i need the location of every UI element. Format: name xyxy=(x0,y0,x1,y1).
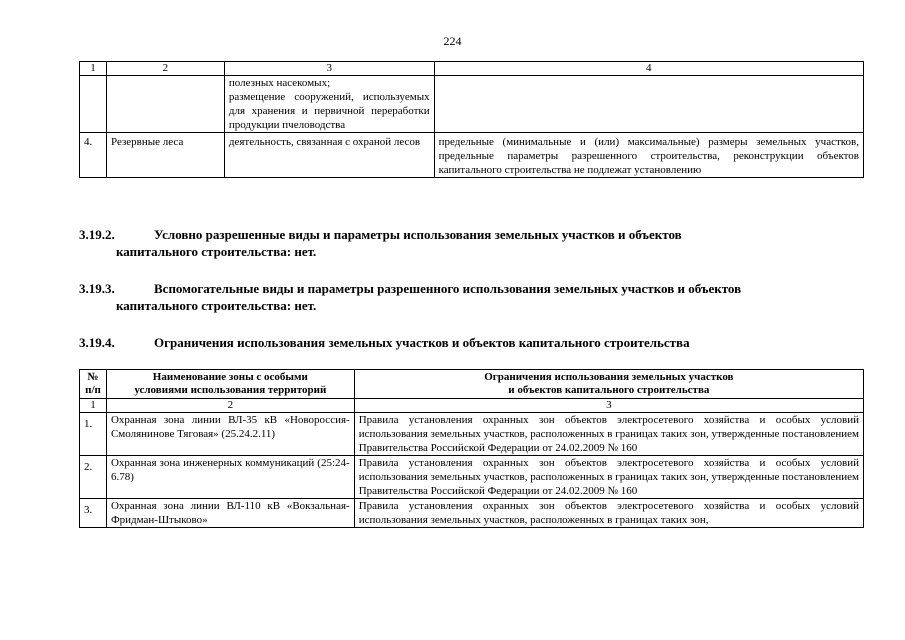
activity-cell xyxy=(224,133,434,178)
header-text: и объектов капитального строительства xyxy=(508,384,710,396)
table-row xyxy=(80,499,864,528)
row-number: 4. xyxy=(80,133,107,178)
column-number: 3 xyxy=(224,62,434,76)
forest-type xyxy=(106,76,224,133)
column-number: 1 xyxy=(80,62,107,76)
table-row xyxy=(80,133,864,178)
zone-restrictions-table xyxy=(79,369,864,528)
header-text: п/п xyxy=(85,384,101,396)
column-number: 2 xyxy=(106,62,224,76)
section-title: Условно разрешенные виды и параметры использования земельных участков и объектов xyxy=(154,227,682,242)
permitted-uses-table xyxy=(79,61,864,178)
section-number: 3.19.4. xyxy=(79,335,115,350)
activity-text: размещение сооружений, используемых для хранения и первичной переработки продукции пчеловодства xyxy=(228,91,430,131)
header-text: Ограничения использования земельных участков xyxy=(484,371,734,383)
zone-name: Охранная зона инженерных коммуникаций (25:24-6.78) xyxy=(106,456,354,499)
restriction-text: Правила установления охранных зон объектов электросетевого хозяйства и особых условий использования земельных участков, расположенных в границах таких зон, утвержденные постановлением Правительства Российской Федерации от 24.02.2009 № 160 xyxy=(354,413,863,456)
params-cell: предельные (минимальные и (или) максимальные) размеры земельных участков, предельные параметры разрешенного строительства, реконструкции объектов капитального строительства не подлежат установлению xyxy=(434,133,863,178)
section-title-continued: капитального строительства: нет. xyxy=(116,244,317,259)
section-title: Ограничения использования земельных участков и объектов капитального строительства xyxy=(154,335,690,350)
row-number: 1. xyxy=(80,413,107,456)
header-text: условиями использования территорий xyxy=(134,384,327,396)
header-limits xyxy=(354,370,863,399)
zone-name: Охранная зона линии ВЛ-110 кВ «Вокзальная-Фридман-Штыково» xyxy=(106,499,354,528)
section-title-continued: капитального строительства: нет. xyxy=(116,298,317,313)
restriction-text: Правила установления охранных зон объектов электросетевого хозяйства и особых условий использования земельных участков, расположенных в границах таких зон, утвержденные постановлением Правительства Российской Федерации от 24.02.2009 № 160 xyxy=(354,456,863,499)
column-number: 2 xyxy=(106,399,354,413)
section-title: Вспомогательные виды и параметры разрешенного использования земельных участков и объектов xyxy=(154,281,742,296)
restriction-text: Правила установления охранных зон объектов электросетевого хозяйства и особых условий использования земельных участков, расположенных в границах таких зон, xyxy=(354,499,863,528)
header-row xyxy=(80,370,864,399)
zone-name: Охранная зона линии ВЛ-35 кВ «Новороссия-Смолянинове Тяговая» (25.24.2.11) xyxy=(106,413,354,456)
params-cell xyxy=(434,76,863,133)
table-row xyxy=(80,456,864,499)
section-number: 3.19.3. xyxy=(79,281,115,296)
header-zone xyxy=(106,370,354,399)
row-number xyxy=(80,76,107,133)
row-number: 3. xyxy=(80,499,107,528)
column-number: 3 xyxy=(354,399,863,413)
column-number-row xyxy=(80,62,864,76)
header-text: Наименование зоны с особыми xyxy=(152,371,308,383)
forest-type: Резервные леса xyxy=(106,133,224,178)
section-number: 3.19.2. xyxy=(79,227,115,242)
column-number: 1 xyxy=(80,399,107,413)
column-number: 4 xyxy=(434,62,863,76)
page-number: 224 xyxy=(443,34,462,48)
activity-cell xyxy=(224,76,434,133)
table-row xyxy=(80,413,864,456)
column-number-row xyxy=(80,399,864,413)
header-text: № xyxy=(87,371,99,383)
section-heading xyxy=(79,334,874,351)
activity-text: деятельность, связанная с охраной лесов xyxy=(228,136,421,148)
section-heading xyxy=(79,280,874,314)
header-number xyxy=(80,370,107,399)
table-row xyxy=(80,76,864,133)
activity-text: полезных насекомых; xyxy=(228,77,331,89)
row-number: 2. xyxy=(80,456,107,499)
section-heading xyxy=(79,226,874,260)
